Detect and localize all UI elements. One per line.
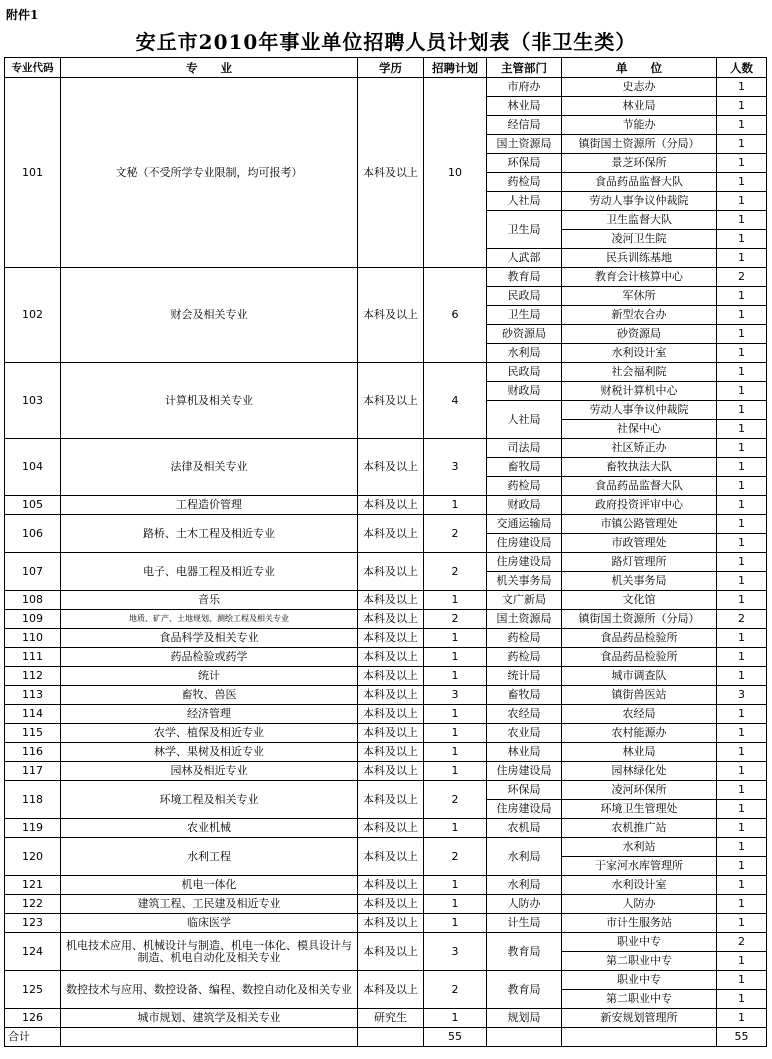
dept-name: 水利局 bbox=[487, 876, 562, 895]
table-row bbox=[5, 439, 767, 458]
major-name: 农业机械 bbox=[61, 819, 358, 838]
table-row bbox=[5, 610, 767, 629]
unit-name: 文化馆 bbox=[562, 591, 717, 610]
plan-count: 10 bbox=[424, 78, 487, 268]
unit-name: 社保中心 bbox=[562, 420, 717, 439]
unit-count: 1 bbox=[717, 762, 767, 781]
header-major: 专 业 bbox=[61, 58, 358, 78]
plan-count: 1 bbox=[424, 591, 487, 610]
table-row bbox=[5, 268, 767, 287]
unit-count: 1 bbox=[717, 914, 767, 933]
table-row bbox=[5, 363, 767, 382]
unit-count: 1 bbox=[717, 439, 767, 458]
major-name: 农学、植保及相近专业 bbox=[61, 724, 358, 743]
dept-name: 教育局 bbox=[487, 268, 562, 287]
education: 本科及以上 bbox=[358, 838, 424, 876]
major-name: 计算机及相关专业 bbox=[61, 363, 358, 439]
total-row bbox=[5, 1028, 767, 1047]
unit-name: 镇街国土资源所（分局） bbox=[562, 610, 717, 629]
education: 本科及以上 bbox=[358, 496, 424, 515]
table-row bbox=[5, 743, 767, 762]
plan-count: 1 bbox=[424, 496, 487, 515]
unit-name: 镇街兽医站 bbox=[562, 686, 717, 705]
unit-count: 1 bbox=[717, 781, 767, 800]
unit-count: 1 bbox=[717, 363, 767, 382]
unit-name: 第二职业中专 bbox=[562, 952, 717, 971]
unit-count: 1 bbox=[717, 895, 767, 914]
table-row bbox=[5, 838, 767, 857]
major-code: 123 bbox=[5, 914, 61, 933]
plan-count: 1 bbox=[424, 629, 487, 648]
major-code: 102 bbox=[5, 268, 61, 363]
major-name: 路桥、土木工程及相近专业 bbox=[61, 515, 358, 553]
major-name: 财会及相关专业 bbox=[61, 268, 358, 363]
major-code: 120 bbox=[5, 838, 61, 876]
dept-name: 人防办 bbox=[487, 895, 562, 914]
education: 本科及以上 bbox=[358, 876, 424, 895]
education: 本科及以上 bbox=[358, 781, 424, 819]
dept-name: 环保局 bbox=[487, 154, 562, 173]
unit-name: 镇街国土资源所（分局） bbox=[562, 135, 717, 154]
dept-name: 药检局 bbox=[487, 629, 562, 648]
unit-count: 1 bbox=[717, 971, 767, 990]
unit-count: 1 bbox=[717, 230, 767, 249]
plan-count: 2 bbox=[424, 610, 487, 629]
major-name: 水利工程 bbox=[61, 838, 358, 876]
plan-count: 1 bbox=[424, 724, 487, 743]
education: 本科及以上 bbox=[358, 705, 424, 724]
unit-count: 1 bbox=[717, 838, 767, 857]
unit-name: 机关事务局 bbox=[562, 572, 717, 591]
unit-count: 1 bbox=[717, 211, 767, 230]
education: 本科及以上 bbox=[358, 268, 424, 363]
major-code: 109 bbox=[5, 610, 61, 629]
table-row bbox=[5, 895, 767, 914]
total-label: 合计 bbox=[5, 1028, 61, 1047]
unit-name: 林业局 bbox=[562, 97, 717, 116]
unit-count: 1 bbox=[717, 420, 767, 439]
unit-name: 凌河环保所 bbox=[562, 781, 717, 800]
unit-name: 畜牧执法大队 bbox=[562, 458, 717, 477]
major-name: 机电一体化 bbox=[61, 876, 358, 895]
major-code: 107 bbox=[5, 553, 61, 591]
unit-count: 1 bbox=[717, 306, 767, 325]
unit-count: 2 bbox=[717, 268, 767, 287]
unit-name: 林业局 bbox=[562, 743, 717, 762]
major-name: 园林及相近专业 bbox=[61, 762, 358, 781]
unit-name: 砂资源局 bbox=[562, 325, 717, 344]
major-name: 机电技术应用、机械设计与制造、机电一体化、模具设计与制造、机电自动化及相关专业 bbox=[61, 933, 358, 971]
dept-name: 畜牧局 bbox=[487, 458, 562, 477]
unit-name: 军休所 bbox=[562, 287, 717, 306]
education: 本科及以上 bbox=[358, 439, 424, 496]
major-code: 125 bbox=[5, 971, 61, 1009]
dept-name: 水利局 bbox=[487, 838, 562, 876]
table-header-row bbox=[5, 58, 767, 78]
dept-name: 农业局 bbox=[487, 724, 562, 743]
major-name: 林学、果树及相近专业 bbox=[61, 743, 358, 762]
plan-count: 3 bbox=[424, 933, 487, 971]
dept-name: 财政局 bbox=[487, 496, 562, 515]
unit-name: 教育会计核算中心 bbox=[562, 268, 717, 287]
major-code: 121 bbox=[5, 876, 61, 895]
dept-name: 住房建设局 bbox=[487, 800, 562, 819]
education: 本科及以上 bbox=[358, 610, 424, 629]
unit-count: 1 bbox=[717, 724, 767, 743]
unit-name: 环境卫生管理处 bbox=[562, 800, 717, 819]
unit-count: 1 bbox=[717, 952, 767, 971]
education: 研究生 bbox=[358, 1009, 424, 1028]
total-empty bbox=[487, 1028, 562, 1047]
unit-count: 1 bbox=[717, 287, 767, 306]
unit-count: 1 bbox=[717, 1009, 767, 1028]
education: 本科及以上 bbox=[358, 553, 424, 591]
plan-count: 1 bbox=[424, 1009, 487, 1028]
unit-count: 1 bbox=[717, 667, 767, 686]
header-count: 人数 bbox=[717, 58, 767, 78]
major-code: 106 bbox=[5, 515, 61, 553]
unit-name: 农经局 bbox=[562, 705, 717, 724]
unit-count: 1 bbox=[717, 458, 767, 477]
education: 本科及以上 bbox=[358, 971, 424, 1009]
table-row bbox=[5, 496, 767, 515]
dept-name: 规划局 bbox=[487, 1009, 562, 1028]
header-unit: 单 位 bbox=[562, 58, 717, 78]
dept-name: 卫生局 bbox=[487, 306, 562, 325]
major-name: 药品检验或药学 bbox=[61, 648, 358, 667]
unit-name: 景芝环保所 bbox=[562, 154, 717, 173]
major-name: 音乐 bbox=[61, 591, 358, 610]
major-code: 103 bbox=[5, 363, 61, 439]
unit-name: 卫生监督大队 bbox=[562, 211, 717, 230]
education: 本科及以上 bbox=[358, 78, 424, 268]
unit-name: 职业中专 bbox=[562, 933, 717, 952]
unit-name: 水利站 bbox=[562, 838, 717, 857]
unit-name: 新型农合办 bbox=[562, 306, 717, 325]
total-empty bbox=[562, 1028, 717, 1047]
dept-name: 统计局 bbox=[487, 667, 562, 686]
dept-name: 农经局 bbox=[487, 705, 562, 724]
unit-count: 1 bbox=[717, 876, 767, 895]
unit-name: 市镇公路管理处 bbox=[562, 515, 717, 534]
unit-count: 1 bbox=[717, 401, 767, 420]
dept-name: 计生局 bbox=[487, 914, 562, 933]
unit-name: 市计生服务站 bbox=[562, 914, 717, 933]
plan-count: 2 bbox=[424, 515, 487, 553]
table-row bbox=[5, 762, 767, 781]
table-row bbox=[5, 724, 767, 743]
major-code: 119 bbox=[5, 819, 61, 838]
plan-count: 4 bbox=[424, 363, 487, 439]
table-row bbox=[5, 876, 767, 895]
dept-name: 财政局 bbox=[487, 382, 562, 401]
major-name: 电子、电器工程及相近专业 bbox=[61, 553, 358, 591]
dept-name: 人社局 bbox=[487, 401, 562, 439]
total-count: 55 bbox=[717, 1028, 767, 1047]
unit-name: 劳动人事争议仲裁院 bbox=[562, 192, 717, 211]
unit-count: 1 bbox=[717, 743, 767, 762]
unit-name: 民兵训练基地 bbox=[562, 249, 717, 268]
plan-count: 2 bbox=[424, 781, 487, 819]
major-name: 畜牧、兽医 bbox=[61, 686, 358, 705]
education: 本科及以上 bbox=[358, 667, 424, 686]
dept-name: 经信局 bbox=[487, 116, 562, 135]
table-row bbox=[5, 553, 767, 572]
plan-count: 2 bbox=[424, 971, 487, 1009]
unit-count: 1 bbox=[717, 857, 767, 876]
unit-count: 1 bbox=[717, 135, 767, 154]
education: 本科及以上 bbox=[358, 762, 424, 781]
unit-count: 2 bbox=[717, 610, 767, 629]
major-name: 地质、矿产、土地规划、测绘工程及相关专业 bbox=[61, 610, 358, 629]
table-row bbox=[5, 914, 767, 933]
unit-name: 社区矫正办 bbox=[562, 439, 717, 458]
dept-name: 民政局 bbox=[487, 287, 562, 306]
unit-name: 政府投资评审中心 bbox=[562, 496, 717, 515]
unit-name: 农机推广站 bbox=[562, 819, 717, 838]
major-code: 110 bbox=[5, 629, 61, 648]
major-name: 统计 bbox=[61, 667, 358, 686]
unit-name: 农村能源办 bbox=[562, 724, 717, 743]
dept-name: 住房建设局 bbox=[487, 534, 562, 553]
header-edu: 学历 bbox=[358, 58, 424, 78]
unit-count: 1 bbox=[717, 192, 767, 211]
unit-name: 食品药品检验所 bbox=[562, 629, 717, 648]
unit-name: 市政管理处 bbox=[562, 534, 717, 553]
plan-count: 1 bbox=[424, 705, 487, 724]
dept-name: 药检局 bbox=[487, 477, 562, 496]
education: 本科及以上 bbox=[358, 743, 424, 762]
major-code: 101 bbox=[5, 78, 61, 268]
table-row bbox=[5, 933, 767, 952]
dept-name: 文广新局 bbox=[487, 591, 562, 610]
dept-name: 人武部 bbox=[487, 249, 562, 268]
unit-name: 史志办 bbox=[562, 78, 717, 97]
unit-name: 凌河卫生院 bbox=[562, 230, 717, 249]
unit-name: 水利设计室 bbox=[562, 876, 717, 895]
dept-name: 砂资源局 bbox=[487, 325, 562, 344]
dept-name: 卫生局 bbox=[487, 211, 562, 249]
dept-name: 民政局 bbox=[487, 363, 562, 382]
unit-count: 3 bbox=[717, 686, 767, 705]
unit-name: 城市调查队 bbox=[562, 667, 717, 686]
unit-name: 财税计算机中心 bbox=[562, 382, 717, 401]
unit-count: 1 bbox=[717, 515, 767, 534]
unit-count: 1 bbox=[717, 990, 767, 1009]
unit-count: 1 bbox=[717, 344, 767, 363]
dept-name: 林业局 bbox=[487, 97, 562, 116]
dept-name: 林业局 bbox=[487, 743, 562, 762]
major-code: 115 bbox=[5, 724, 61, 743]
annex-label: 附件1 bbox=[6, 8, 39, 22]
dept-name: 环保局 bbox=[487, 781, 562, 800]
unit-count: 1 bbox=[717, 382, 767, 401]
education: 本科及以上 bbox=[358, 591, 424, 610]
table-row bbox=[5, 648, 767, 667]
major-code: 122 bbox=[5, 895, 61, 914]
major-code: 105 bbox=[5, 496, 61, 515]
unit-count: 1 bbox=[717, 249, 767, 268]
unit-name: 水利设计室 bbox=[562, 344, 717, 363]
major-name: 环境工程及相关专业 bbox=[61, 781, 358, 819]
major-name: 文秘（不受所学专业限制，均可报考） bbox=[61, 78, 358, 268]
major-code: 113 bbox=[5, 686, 61, 705]
education: 本科及以上 bbox=[358, 914, 424, 933]
unit-name: 职业中专 bbox=[562, 971, 717, 990]
dept-name: 畜牧局 bbox=[487, 686, 562, 705]
unit-name: 新安规划管理所 bbox=[562, 1009, 717, 1028]
unit-count: 1 bbox=[717, 97, 767, 116]
education: 本科及以上 bbox=[358, 933, 424, 971]
major-name: 经济管理 bbox=[61, 705, 358, 724]
dept-name: 药检局 bbox=[487, 173, 562, 192]
unit-count: 2 bbox=[717, 933, 767, 952]
unit-count: 1 bbox=[717, 116, 767, 135]
major-code: 117 bbox=[5, 762, 61, 781]
major-name: 食品科学及相关专业 bbox=[61, 629, 358, 648]
education: 本科及以上 bbox=[358, 895, 424, 914]
major-code: 104 bbox=[5, 439, 61, 496]
unit-count: 1 bbox=[717, 800, 767, 819]
table-row bbox=[5, 819, 767, 838]
major-name: 临床医学 bbox=[61, 914, 358, 933]
plan-count: 1 bbox=[424, 895, 487, 914]
unit-name: 食品药品检验所 bbox=[562, 648, 717, 667]
unit-name: 食品药品监督大队 bbox=[562, 477, 717, 496]
dept-name: 住房建设局 bbox=[487, 762, 562, 781]
unit-count: 1 bbox=[717, 477, 767, 496]
plan-count: 6 bbox=[424, 268, 487, 363]
unit-name: 于家河水库管理所 bbox=[562, 857, 717, 876]
header-plan: 招聘计划 bbox=[424, 58, 487, 78]
education: 本科及以上 bbox=[358, 629, 424, 648]
major-code: 114 bbox=[5, 705, 61, 724]
table-row bbox=[5, 591, 767, 610]
unit-count: 1 bbox=[717, 705, 767, 724]
unit-count: 1 bbox=[717, 648, 767, 667]
dept-name: 国土资源局 bbox=[487, 610, 562, 629]
major-name: 城市规划、建筑学及相关专业 bbox=[61, 1009, 358, 1028]
table-row bbox=[5, 705, 767, 724]
unit-count: 1 bbox=[717, 325, 767, 344]
dept-name: 司法局 bbox=[487, 439, 562, 458]
unit-name: 人防办 bbox=[562, 895, 717, 914]
table-row bbox=[5, 781, 767, 800]
dept-name: 住房建设局 bbox=[487, 553, 562, 572]
dept-name: 水利局 bbox=[487, 344, 562, 363]
dept-name: 人社局 bbox=[487, 192, 562, 211]
unit-name: 劳动人事争议仲裁院 bbox=[562, 401, 717, 420]
table-row bbox=[5, 686, 767, 705]
plan-count: 1 bbox=[424, 743, 487, 762]
major-code: 116 bbox=[5, 743, 61, 762]
dept-name: 农机局 bbox=[487, 819, 562, 838]
plan-count: 1 bbox=[424, 876, 487, 895]
unit-name: 食品药品监督大队 bbox=[562, 173, 717, 192]
unit-count: 1 bbox=[717, 534, 767, 553]
plan-count: 3 bbox=[424, 686, 487, 705]
header-code: 专业代码 bbox=[5, 58, 61, 78]
plan-count: 1 bbox=[424, 819, 487, 838]
header-dept: 主管部门 bbox=[487, 58, 562, 78]
dept-name: 交通运输局 bbox=[487, 515, 562, 534]
education: 本科及以上 bbox=[358, 724, 424, 743]
unit-count: 1 bbox=[717, 591, 767, 610]
unit-name: 节能办 bbox=[562, 116, 717, 135]
unit-name: 园林绿化处 bbox=[562, 762, 717, 781]
table-row bbox=[5, 629, 767, 648]
dept-name: 教育局 bbox=[487, 933, 562, 971]
unit-count: 1 bbox=[717, 173, 767, 192]
table-row bbox=[5, 971, 767, 990]
unit-count: 1 bbox=[717, 496, 767, 515]
major-code: 108 bbox=[5, 591, 61, 610]
major-name: 工程造价管理 bbox=[61, 496, 358, 515]
plan-count: 3 bbox=[424, 439, 487, 496]
plan-count: 1 bbox=[424, 648, 487, 667]
major-name: 建筑工程、工民建及相近专业 bbox=[61, 895, 358, 914]
major-code: 126 bbox=[5, 1009, 61, 1028]
education: 本科及以上 bbox=[358, 515, 424, 553]
major-code: 124 bbox=[5, 933, 61, 971]
plan-count: 1 bbox=[424, 762, 487, 781]
major-name: 法律及相关专业 bbox=[61, 439, 358, 496]
plan-count: 2 bbox=[424, 553, 487, 591]
plan-count: 2 bbox=[424, 838, 487, 876]
dept-name: 机关事务局 bbox=[487, 572, 562, 591]
table-row bbox=[5, 667, 767, 686]
recruitment-table bbox=[4, 57, 767, 1047]
total-plan: 55 bbox=[424, 1028, 487, 1047]
dept-name: 教育局 bbox=[487, 971, 562, 1009]
major-name: 数控技术与应用、数控设备、编程、数控自动化及相关专业 bbox=[61, 971, 358, 1009]
unit-name: 第二职业中专 bbox=[562, 990, 717, 1009]
unit-count: 1 bbox=[717, 819, 767, 838]
unit-count: 1 bbox=[717, 629, 767, 648]
unit-count: 1 bbox=[717, 154, 767, 173]
dept-name: 市府办 bbox=[487, 78, 562, 97]
table-row bbox=[5, 515, 767, 534]
dept-name: 药检局 bbox=[487, 648, 562, 667]
total-empty bbox=[61, 1028, 358, 1047]
unit-name: 路灯管理所 bbox=[562, 553, 717, 572]
education: 本科及以上 bbox=[358, 686, 424, 705]
unit-count: 1 bbox=[717, 78, 767, 97]
plan-count: 1 bbox=[424, 667, 487, 686]
unit-count: 1 bbox=[717, 572, 767, 591]
table-row bbox=[5, 78, 767, 97]
major-code: 112 bbox=[5, 667, 61, 686]
education: 本科及以上 bbox=[358, 819, 424, 838]
education: 本科及以上 bbox=[358, 363, 424, 439]
table-row bbox=[5, 1009, 767, 1028]
unit-count: 1 bbox=[717, 553, 767, 572]
page-title: 安丘市2010年事业单位招聘人员计划表（非卫生类） bbox=[135, 30, 637, 54]
major-code: 118 bbox=[5, 781, 61, 819]
unit-name: 社会福利院 bbox=[562, 363, 717, 382]
plan-count: 1 bbox=[424, 914, 487, 933]
total-empty bbox=[358, 1028, 424, 1047]
dept-name: 国土资源局 bbox=[487, 135, 562, 154]
major-code: 111 bbox=[5, 648, 61, 667]
education: 本科及以上 bbox=[358, 648, 424, 667]
